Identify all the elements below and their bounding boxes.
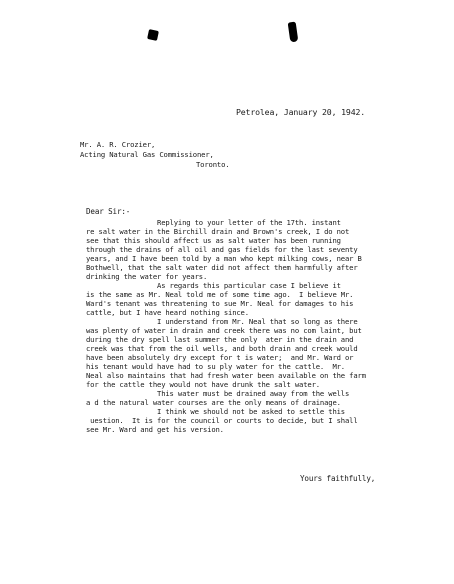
recipient-city: Toronto. xyxy=(196,160,230,169)
body-line: creek was that from the oil wells, and both drain and creek would xyxy=(86,344,358,353)
body-line: uestion. It is for the council or courts to decide, but I shall xyxy=(86,416,358,425)
closing: Yours faithfully, xyxy=(300,474,376,483)
body-line: Ward's tenant was threatening to sue Mr. Neal for damages to his xyxy=(86,299,354,308)
body-line: have been absolutely dry except for t is water; and Mr. Ward or xyxy=(86,353,354,362)
recipient-name: Mr. A. R. Crozier, xyxy=(80,140,156,149)
body-line: Replying to your letter of the 17th. instant xyxy=(86,218,341,227)
body-line: for the cattle they would not have drunk the salt water. xyxy=(86,380,320,389)
letter-date: Petrolea, January 20, 1942. xyxy=(236,107,366,117)
ink-blot-right xyxy=(288,22,299,43)
body-line: was plenty of water in drain and creek there was no com laint, but xyxy=(86,326,362,335)
body-line: drinking the water for years. xyxy=(86,272,208,281)
salutation: Dear Sir:- xyxy=(86,207,131,216)
ink-blot-left xyxy=(147,29,159,41)
body-line: I understand from Mr. Neal that so long as there xyxy=(86,317,358,326)
body-line: I think we should not be asked to settle this xyxy=(86,407,345,416)
body-line: a d the natural water courses are the only means of drainage. xyxy=(86,398,341,407)
body-line: Neal also maintains that had fresh water been available on the farm xyxy=(86,371,366,380)
body-line: re salt water in the Birchill drain and Brown's creek, I do not xyxy=(86,227,350,236)
body-line: This water must be drained away from the wells xyxy=(86,389,350,398)
recipient-title: Acting Natural Gas Commissioner, xyxy=(80,150,214,159)
body-line: see that this should affect us as salt water has been running xyxy=(86,236,341,245)
body-line: through the drains of all oil and gas fields for the last seventy xyxy=(86,245,358,254)
body-line: his tenant would have had to su ply water for the cattle. Mr. xyxy=(86,362,345,371)
body-line: As regards this particular case I believe it xyxy=(86,281,341,290)
body-line: is the same as Mr. Neal told me of some time ago. I believe Mr. xyxy=(86,290,354,299)
body-line: years, and I have been told by a man who kept milking cows, near B xyxy=(86,254,362,263)
body-line: during the dry spell last summer the only ater in the drain and xyxy=(86,335,354,344)
body-line: Bothwell, that the salt water did not affect them harmfully after xyxy=(86,263,358,272)
body-line: cattle, but I have heard nothing since. xyxy=(86,308,249,317)
body-line: see Mr. Ward and get his version. xyxy=(86,425,224,434)
